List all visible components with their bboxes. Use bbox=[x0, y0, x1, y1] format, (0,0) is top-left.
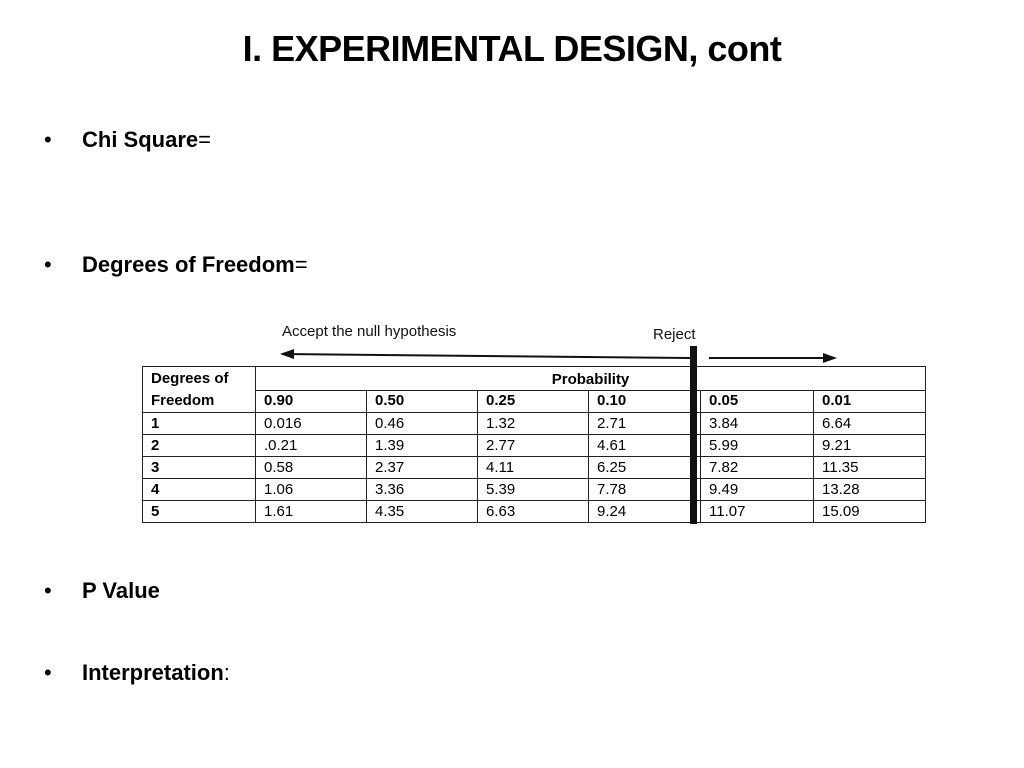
bullet-dot: • bbox=[44, 252, 52, 277]
value-cell: 4.11 bbox=[478, 457, 589, 479]
value-cell: 11.35 bbox=[814, 457, 926, 479]
value-cell: 9.49 bbox=[701, 479, 814, 501]
df-cell: 4 bbox=[143, 479, 256, 501]
value-cell: 1.61 bbox=[256, 501, 367, 523]
table-row bbox=[143, 413, 926, 435]
bullet-suffix: = bbox=[198, 127, 211, 152]
accept-arrow-head bbox=[280, 349, 294, 359]
probability-cell: 0.05 bbox=[701, 390, 814, 413]
value-cell: 0.46 bbox=[367, 413, 478, 435]
df-cell: 5 bbox=[143, 501, 256, 523]
value-cell: 13.28 bbox=[814, 479, 926, 501]
reject-label: Reject bbox=[653, 326, 696, 343]
reject-arrow-head bbox=[823, 353, 837, 363]
value-cell: 15.09 bbox=[814, 501, 926, 523]
probability-row bbox=[143, 390, 926, 413]
value-cell: 6.64 bbox=[814, 413, 926, 435]
value-cell: 5.39 bbox=[478, 479, 589, 501]
bullet-label: P Value bbox=[82, 578, 160, 603]
value-cell: 6.25 bbox=[589, 457, 701, 479]
probability-cell: 0.25 bbox=[478, 390, 589, 413]
table-row bbox=[143, 501, 926, 523]
df-cell: 3 bbox=[143, 457, 256, 479]
bullet-suffix: : bbox=[223, 660, 230, 685]
bullet-dot: • bbox=[44, 578, 52, 603]
value-cell: 6.63 bbox=[478, 501, 589, 523]
probability-cell: 0.10 bbox=[589, 390, 701, 413]
chi-square-table-figure bbox=[142, 318, 928, 534]
table-header-row bbox=[143, 367, 926, 391]
value-cell: 3.84 bbox=[701, 413, 814, 435]
value-cell: 11.07 bbox=[701, 501, 814, 523]
value-cell: 2.77 bbox=[478, 435, 589, 457]
value-cell: 7.78 bbox=[589, 479, 701, 501]
bullet-interpretation bbox=[44, 660, 230, 686]
bullet-label: Degrees of Freedom bbox=[82, 252, 295, 277]
df-header-line: Degrees of bbox=[151, 370, 229, 387]
table-row bbox=[143, 435, 926, 457]
bullet-suffix: = bbox=[294, 252, 308, 277]
table-row bbox=[143, 457, 926, 479]
accept-null-label: Accept the null hypothesis bbox=[282, 323, 457, 340]
bullet-degrees-of-freedom bbox=[44, 252, 308, 278]
bullet-chi-square bbox=[44, 127, 211, 153]
value-cell: 1.32 bbox=[478, 413, 589, 435]
value-cell: 1.06 bbox=[256, 479, 367, 501]
value-cell: 4.61 bbox=[589, 435, 701, 457]
bullet-label: Interpretation bbox=[82, 660, 224, 685]
bullet-p-value bbox=[44, 578, 160, 604]
df-cell: 2 bbox=[143, 435, 256, 457]
value-cell: .0.21 bbox=[256, 435, 367, 457]
slide-title: I. EXPERIMENTAL DESIGN, cont bbox=[242, 28, 782, 69]
df-header-line: Freedom bbox=[151, 392, 215, 409]
probability-header: Probability bbox=[256, 367, 926, 391]
value-cell: 7.82 bbox=[701, 457, 814, 479]
value-cell: 0.016 bbox=[256, 413, 367, 435]
df-cell: 1 bbox=[143, 413, 256, 435]
probability-cell: 0.50 bbox=[367, 390, 478, 413]
value-cell: 0.58 bbox=[256, 457, 367, 479]
probability-cell: 0.01 bbox=[814, 390, 926, 413]
df-header bbox=[143, 367, 256, 413]
chi-square-table bbox=[142, 366, 926, 523]
reject-threshold-bar bbox=[690, 346, 697, 524]
value-cell: 2.71 bbox=[589, 413, 701, 435]
value-cell: 9.24 bbox=[589, 501, 701, 523]
value-cell: 1.39 bbox=[367, 435, 478, 457]
bullet-dot: • bbox=[44, 660, 52, 685]
value-cell: 3.36 bbox=[367, 479, 478, 501]
accept-arrow-line bbox=[282, 354, 690, 358]
table-row bbox=[143, 479, 926, 501]
bullet-label: Chi Square bbox=[82, 127, 199, 152]
value-cell: 4.35 bbox=[367, 501, 478, 523]
value-cell: 5.99 bbox=[701, 435, 814, 457]
table-body bbox=[143, 413, 926, 523]
probability-cell: 0.90 bbox=[256, 390, 367, 413]
value-cell: 9.21 bbox=[814, 435, 926, 457]
bullet-dot: • bbox=[44, 127, 52, 152]
value-cell: 2.37 bbox=[367, 457, 478, 479]
